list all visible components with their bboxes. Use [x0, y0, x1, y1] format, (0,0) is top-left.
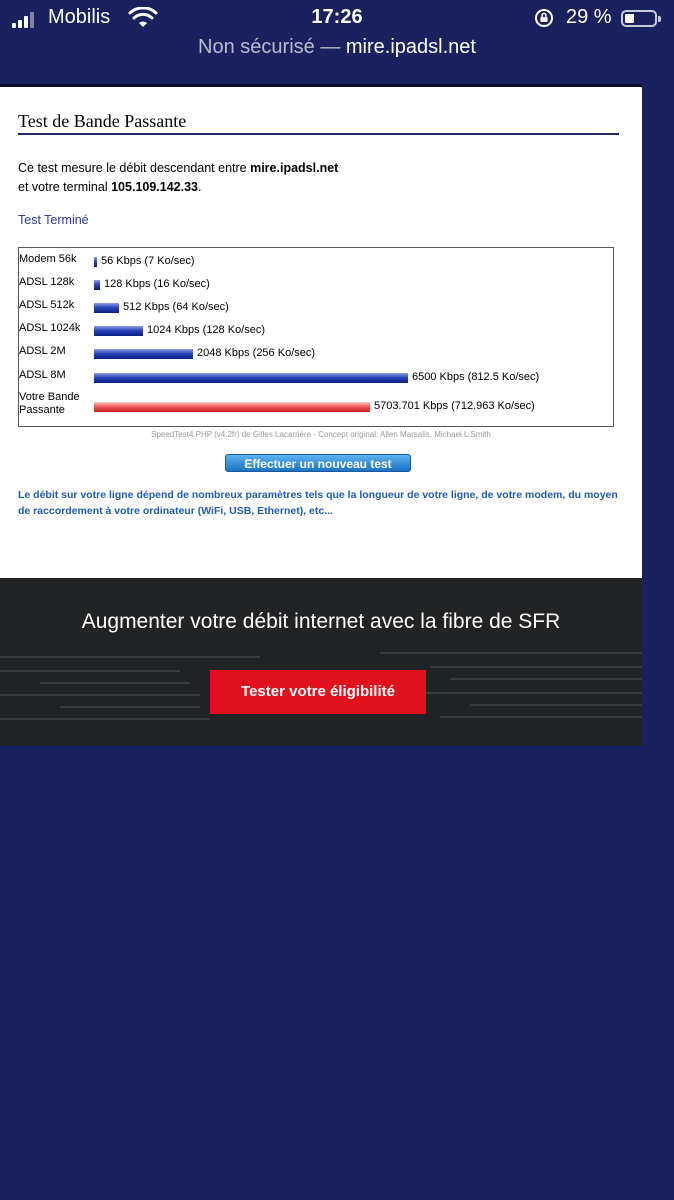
url-bar[interactable]	[0, 36, 674, 59]
info-note: Le débit sur votre ligne dépend de nombreux paramètres tels que la longueur de votre ligne, de votre modem, du moyen de raccordement à votre ordinateur (WiFi, USB, Ethernet), etc...	[18, 489, 618, 517]
result-label: Votre Bande Passante	[19, 391, 80, 416]
battery-percentage: 29 %	[566, 6, 612, 28]
not-secure-label: Non sécurisé —	[198, 36, 341, 58]
result-row	[19, 345, 615, 365]
result-label: ADSL 8M	[19, 369, 66, 381]
status-bar	[0, 6, 674, 32]
client-ip: 105.109.142.33	[111, 180, 198, 194]
intro-line2-prefix: et votre terminal	[18, 180, 108, 194]
result-bar	[94, 349, 193, 359]
intro-line1-prefix: Ce test mesure le débit descendant entre	[18, 161, 247, 175]
result-value: 56 Kbps (7 Ko/sec)	[101, 255, 195, 267]
new-test-button[interactable]: Effectuer un nouveau test	[225, 454, 411, 472]
result-label: ADSL 128k	[19, 276, 75, 288]
carrier-name: Mobilis	[48, 6, 111, 28]
result-bar	[94, 280, 100, 290]
result-row	[19, 369, 615, 389]
url-domain: mire.ipadsl.net	[345, 36, 476, 58]
result-bar	[94, 326, 143, 336]
result-row	[19, 276, 615, 296]
result-row	[19, 253, 615, 273]
credit-text: SpeedTest4.PHP (v4.2fr) de Gilles Lacarrière - Concept original: Allen Marsalis, Michael L Smith	[151, 430, 491, 439]
result-value: 6500 Kbps (812.5 Ko/sec)	[412, 371, 540, 383]
speedtest-card	[0, 84, 642, 578]
test-status: Test Terminé	[18, 213, 89, 227]
result-value: 128 Kbps (16 Ko/sec)	[104, 278, 210, 290]
clock: 17:26	[311, 6, 363, 28]
result-label: ADSL 1024k	[19, 322, 81, 334]
result-row	[19, 391, 615, 423]
result-value: 512 Kbps (64 Ko/sec)	[123, 301, 229, 313]
result-bar	[94, 257, 97, 267]
battery-icon	[621, 10, 657, 27]
result-label: Modem 56k	[19, 253, 77, 265]
result-label: ADSL 2M	[19, 345, 66, 357]
result-row	[19, 322, 615, 342]
title-divider	[18, 133, 619, 135]
rotation-lock-icon	[534, 8, 554, 28]
intro-text	[18, 159, 338, 197]
result-row	[19, 299, 615, 319]
result-value: 5703.701 Kbps (712.963 Ko/sec)	[374, 400, 535, 412]
result-bar	[94, 373, 408, 383]
result-value: 2048 Kbps (256 Ko/sec)	[197, 347, 316, 359]
browser-top-bar	[0, 0, 674, 68]
intro-line2-suffix: .	[198, 180, 202, 194]
promo-headline: Augmenter votre débit internet avec la fibre de SFR	[81, 610, 561, 633]
results-table	[18, 247, 614, 427]
result-bar	[94, 303, 119, 313]
result-label: ADSL 512k	[19, 299, 75, 311]
server-name: mire.ipadsl.net	[250, 161, 339, 175]
result-bar	[94, 402, 370, 412]
result-value: 1024 Kbps (128 Ko/sec)	[147, 324, 266, 336]
sfr-promo-banner	[0, 578, 642, 746]
page-title: Test de Bande Passante	[18, 111, 187, 131]
check-eligibility-button[interactable]: Tester votre éligibilité	[210, 670, 426, 714]
